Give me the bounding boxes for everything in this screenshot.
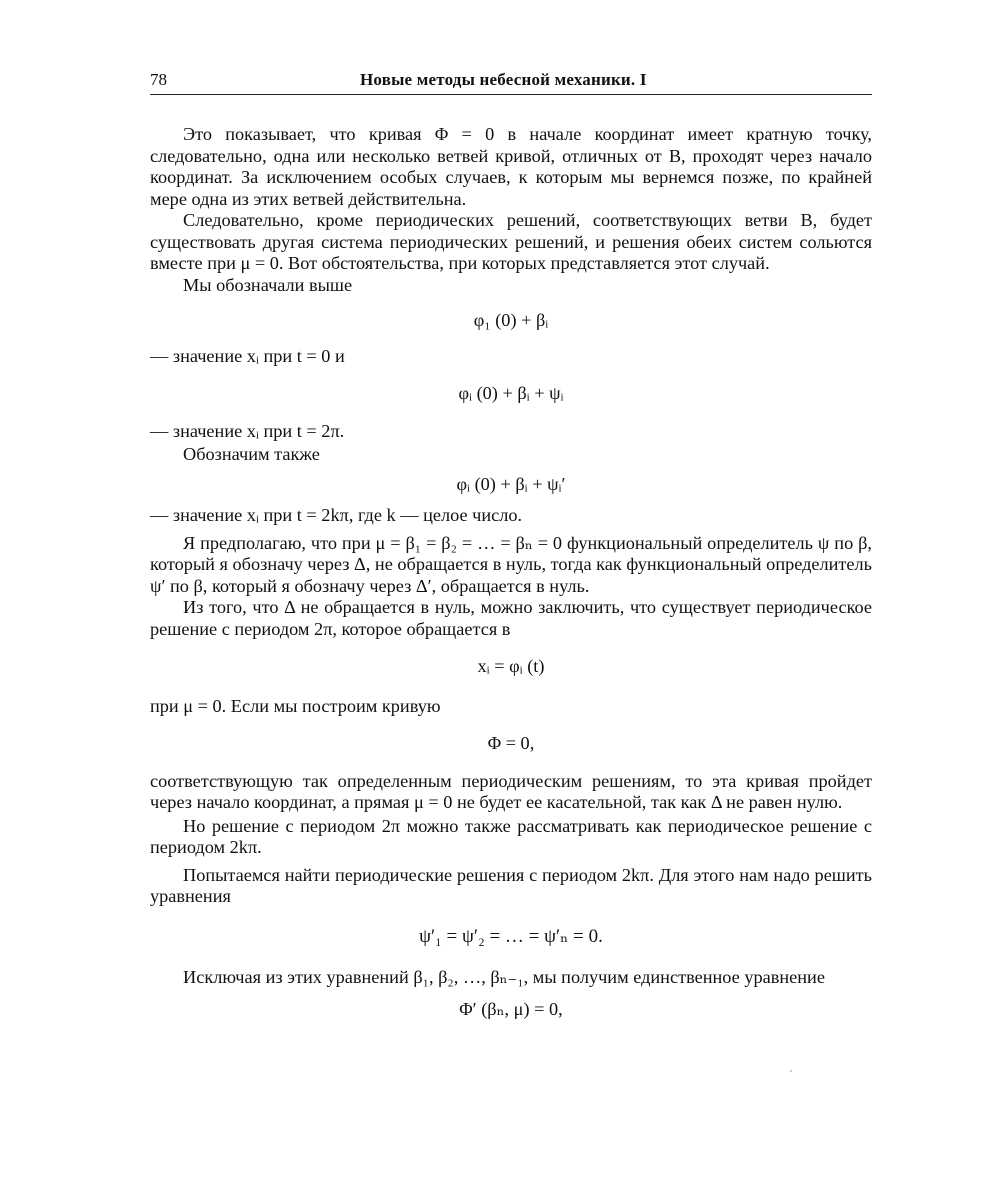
paragraph-13: Попытаемся найти периодические решения с периодом 2kπ. Для этого нам надо решить уравнения (150, 864, 872, 906)
paragraph-11: соответствующую так определенным периодическим решениям, то эта кривая пройдет через начало координат, а прямая μ = 0 не будет ее касательной, так как Δ не равен нулю. (150, 770, 872, 812)
paragraph-1: Это показывает, что кривая Φ = 0 в начале координат имеет кратную точку, следовательно, одна или несколько ветвей кривой, отличных от B, проходят через начало координат. За исключением особых случаев, к которым мы вернемся позже, по крайней мере одна из этих ветвей действительна. (150, 124, 872, 209)
paragraph-10: при μ = 0. Если мы построим кривую (150, 695, 441, 716)
formula-6: ψ′₁ = ψ′₂ = … = ψ′ₙ = 0. (419, 925, 603, 947)
paragraph-7: — значение xᵢ при t = 2kπ, где k — целое число. (150, 505, 523, 525)
paragraph-6: Обозначим также (183, 444, 320, 464)
paragraph-2: Следовательно, кроме периодических решений, соответствующих ветви B, будет существовать другая система периодических решений, и решения обеих систем сольются вместе при μ = 0. Вот обстоятельства, при которых представляется этот случай. (150, 210, 872, 273)
running-title: Новые методы небесной механики. I (360, 70, 647, 89)
formula-2: φᵢ (0) + βᵢ + ψᵢ (458, 383, 564, 403)
paragraph-9: Из того, что Δ не обращается в нуль, можно заключить, что существует периодическое решение с периодом 2π, которое обращается в (150, 597, 872, 639)
paragraph-12: Но решение с периодом 2π можно также рассматривать как периодическое решение с периодом 2kπ. (150, 815, 872, 857)
body-text (150, 124, 872, 1028)
formula-5: Φ = 0, (487, 733, 535, 753)
formula-3: φᵢ (0) + βᵢ + ψᵢ′ (456, 473, 566, 494)
paragraph-3: Мы обозначали выше (183, 274, 353, 295)
print-speck (790, 1070, 792, 1072)
page-number: 78 (150, 70, 167, 89)
paragraph-14: Исключая из этих уравнений β₁, β₂, …, βₙ₋₁, мы получим единственное уравнение (183, 967, 825, 987)
paragraph-4: — значение xᵢ при t = 0 и (150, 345, 345, 366)
page-header (150, 68, 872, 95)
paragraph-5: — значение xᵢ при t = 2π. (150, 420, 345, 441)
paragraph-8: Я предполагаю, что при μ = β₁ = β₂ = … = βₙ = 0 функциональный определитель ψ по β, который я обозначу через Δ, не обращается в нуль, тогда как функциональный определитель ψ′ по β, который я обозначу через Δ′, обращается в нуль. (150, 532, 872, 596)
formula-7: Φ′ (βₙ, μ) = 0, (459, 998, 563, 1019)
formula-1: φ₁ (0) + βᵢ (473, 310, 549, 330)
formula-4: xᵢ = φᵢ (t) (477, 656, 545, 676)
